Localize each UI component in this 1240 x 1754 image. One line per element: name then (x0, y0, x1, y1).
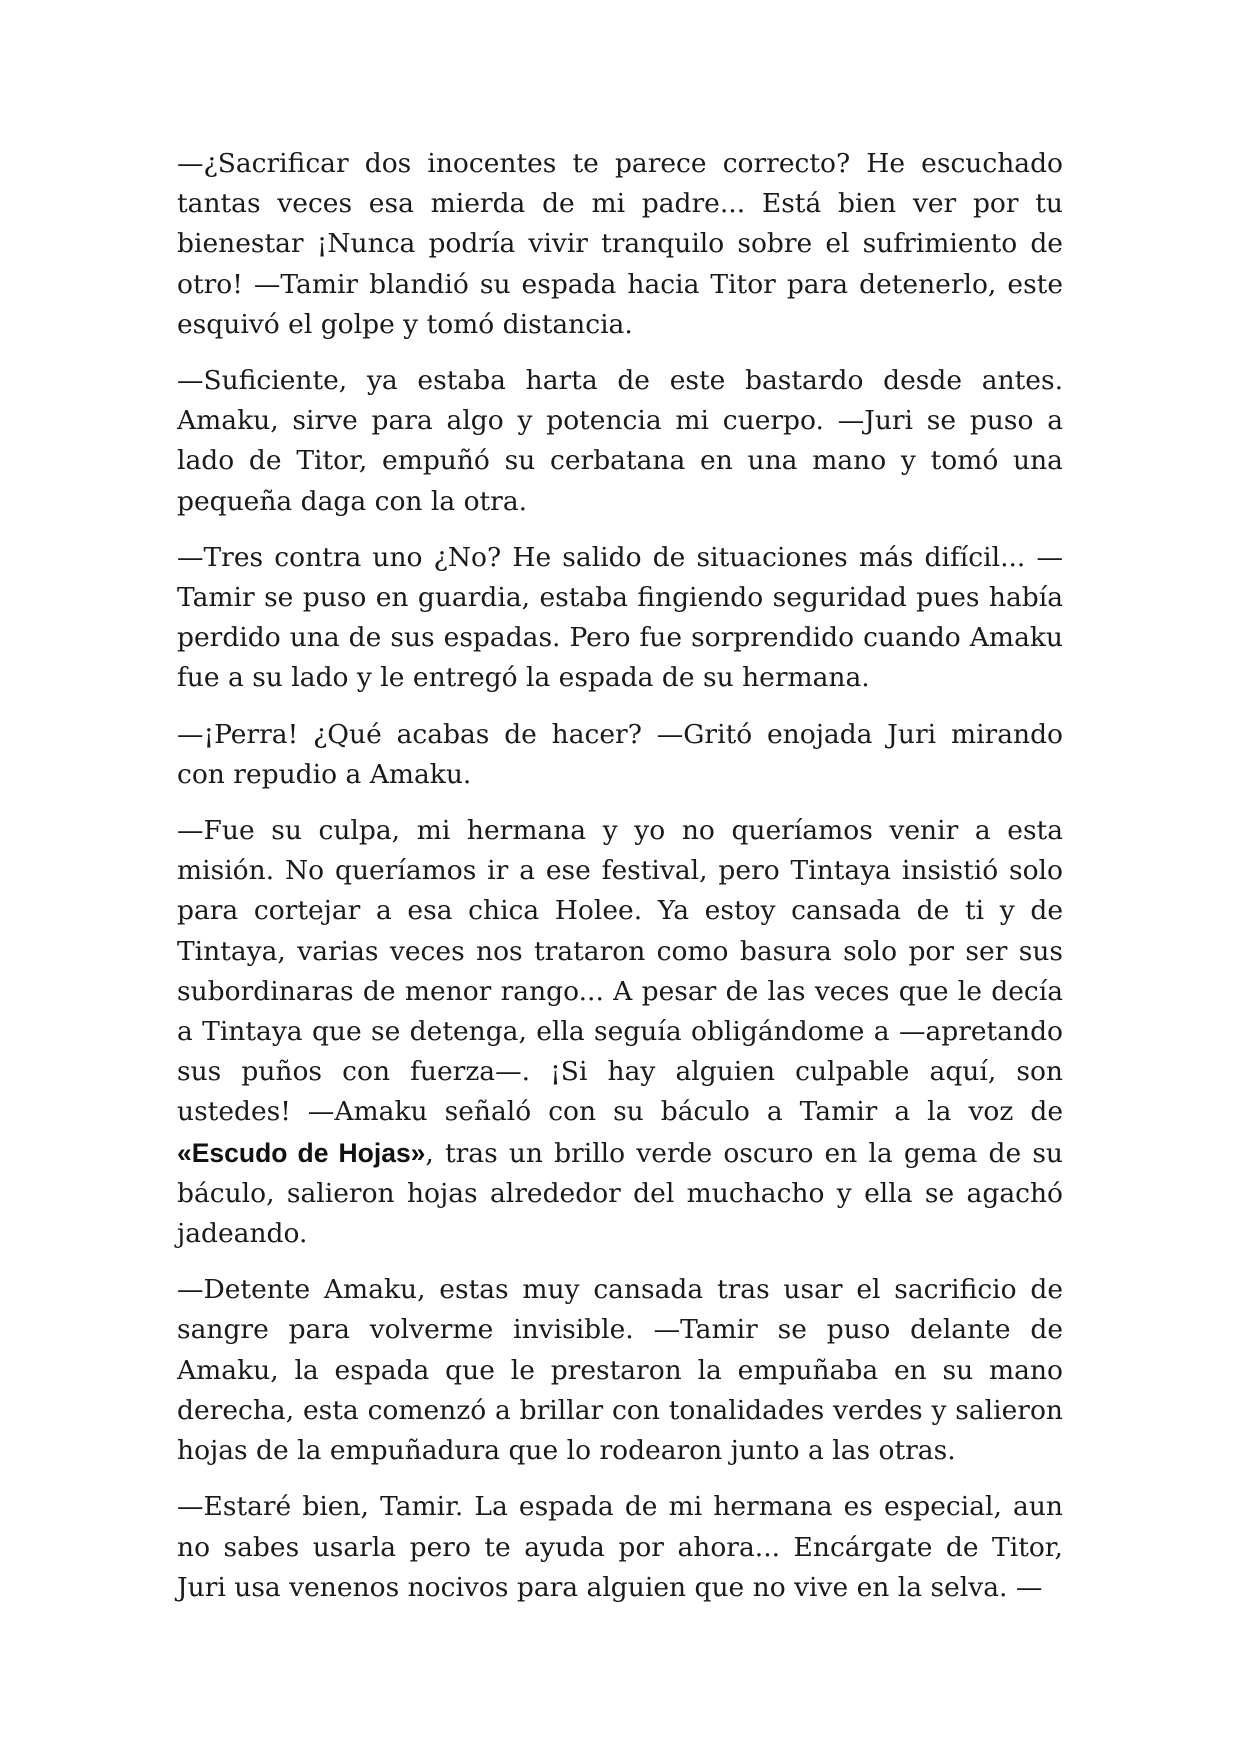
paragraph: —Tres contra uno ¿No? He salido de situaciones más difícil... —Tamir se puso en guardia, estaba fingiendo seguridad pues había perdido una de sus espadas. Pero fue sorprendido cuando Amaku fue a su lado y le entregó la espada de su hermana. (177, 541, 1063, 694)
paragraph: —¿Sacrificar dos inocentes te parece correcto? He escuchado tantas veces esa mierda de mi padre... Está bien ver por tu bienestar ¡Nunca podría vivir tranquilo sobre el sufrimiento de otro! —Tamir blandió su espada hacia Titor para detenerlo, este esquivó el golpe y tomó distancia. (177, 148, 1063, 340)
document-page (177, 144, 1063, 1624)
paragraph-text: , tras un brillo verde oscuro en la gema de su báculo, salieron hojas alrededor del muchacho y ella se agachó jadeando. (177, 1137, 1063, 1250)
spell-name: «Escudo de Hojas» (177, 1137, 426, 1168)
paragraph (177, 811, 1063, 1254)
paragraph: —Detente Amaku, estas muy cansada tras usar el sacrificio de sangre para volverme invisible. —Tamir se puso delante de Amaku, la espada que le prestaron la empuñaba en su mano derecha, esta comenzó a brillar con tonalidades verdes y salieron hojas de la empuñadura que lo rodearon junto a las otras. (177, 1274, 1063, 1467)
paragraph: —Estaré bien, Tamir. La espada de mi hermana es especial, aun no sabes usarla pero te ayuda por ahora... Encárgate de Titor, Juri usa venenos nocivos para alguien que no vive en la selva. — (177, 1491, 1063, 1603)
paragraph-text: —Fue su culpa, mi hermana y yo no queríamos venir a esta misión. No queríamos ir a ese festival, pero Tintaya insistió solo para cortejar a esa chica Holee. Ya estoy cansada de ti y de Tintaya, varias veces nos trataron como basura solo por ser sus subordinaras de menor rango... A pesar de las veces que le decía a Tintaya que se detenga, ella seguía obligándome a —apretando sus puños con fuerza—. ¡Si hay alguien culpable aquí, son ustedes! —Amaku señaló con su báculo a Tamir a la voz de (177, 815, 1063, 1128)
paragraph: —Suficiente, ya estaba harta de este bastardo desde antes. Amaku, sirve para algo y potencia mi cuerpo. —Juri se puso a lado de Titor, empuñó su cerbatana en una mano y tomó una pequeña daga con la otra. (177, 365, 1063, 517)
paragraph: —¡Perra! ¿Qué acabas de hacer? —Gritó enojada Juri mirando con repudio a Amaku. (177, 718, 1063, 790)
